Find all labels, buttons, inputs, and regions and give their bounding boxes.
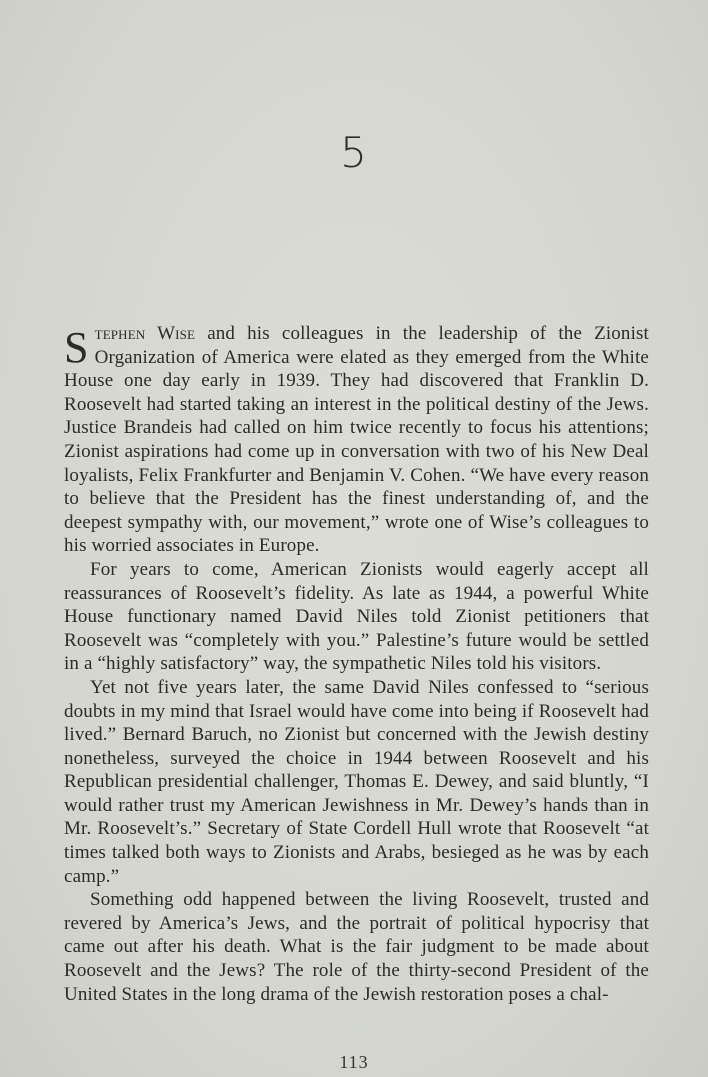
paragraph-2: For years to come, American Zionists would eagerly accept all reassurances of Roosevelt’s fidelity. As late as 1944, a powerful White House functionary named David Niles told Zionist petitioners that Roosevelt was “completely with you.” Palestine’s future would be settled in a “highly satisfactory” way, the sympathetic Niles told his visitors. bbox=[64, 558, 649, 675]
page-number: 113 bbox=[339, 1052, 369, 1072]
opening-small-caps: tephen Wise bbox=[94, 323, 196, 344]
paragraph-3: Yet not five years later, the same David Niles confessed to “serious doubts in my mind that Israel would have come into being if Roosevelt had lived.” Bernard Baruch, no Zionist but concerned with the Jewish destiny nonetheless, surveyed the choice in 1944 between Roosevelt and his Republican presidential challenger, Thomas E. Dewey, and said bluntly, “I would rather trust my American Jewishness in Mr. Dewey’s hands than in Mr. Roosevelt’s.” Secretary of State Cordell Hull wrote that Roosevelt “at times talked both ways to Zionists and Arabs, besieged as he was by each camp.” bbox=[64, 676, 649, 887]
body-text bbox=[64, 322, 649, 1006]
paragraph-4: Something odd happened between the living Roosevelt, trusted and revered by America’s Jews, and the portrait of political hypocrisy that came out after his death. What is the fair judgment to be made about Roosevelt and the Jews? The role of the thirty-second President of the United States in the long drama of the Jewish restoration poses a chal- bbox=[64, 889, 649, 1005]
paragraph-1 bbox=[64, 322, 649, 558]
paragraph-1-text: and his colleagues in the leadership of the Zionist Organization of America were elated as they emerged from the White House one day early in 1939. They had discovered that Franklin D. Roosevelt had started taking an interest in the political destiny of the Jews. Justice Brandeis had called on him twice recently to focus his attentions; Zionist aspirations had come up in conversation with two of his New Deal loyalists, Felix Frankfurter and Benjamin V. Cohen. “We have every reason to believe that the President has the finest understanding of, and the deepest sympathy with, our movement,” wrote one of Wise’s colleagues to his worried associates in Europe. bbox=[64, 323, 649, 557]
drop-cap: S bbox=[64, 323, 89, 372]
chapter-number: 5 bbox=[340, 128, 368, 177]
